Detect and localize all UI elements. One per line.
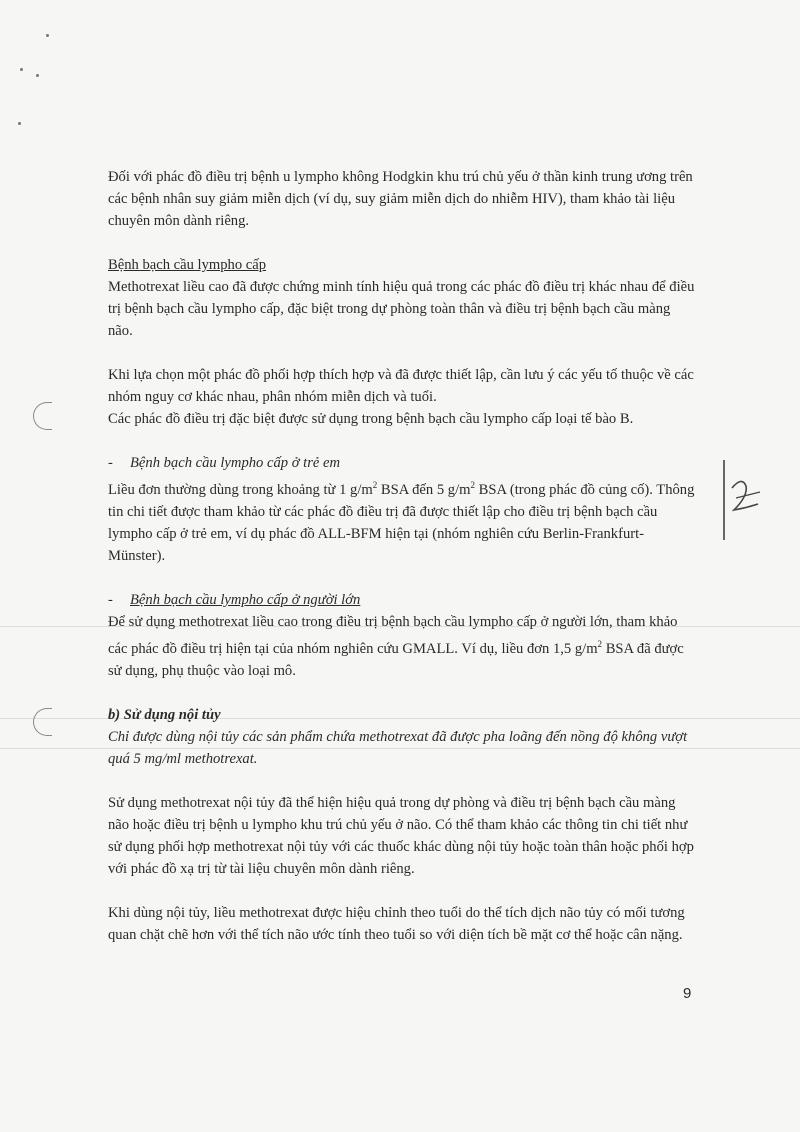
bullet-children-title: Bệnh bạch cầu lympho cấp ở trẻ em — [130, 455, 341, 471]
scan-speck — [46, 34, 49, 37]
bullet-adults-title-row — [108, 589, 696, 611]
paragraph-intrathecal-dose: Khi dùng nội tủy, liều methotrexat được hiệu chỉnh theo tuổi do thể tích dịch não tủy có mối tương quan chặt chẽ hơn với thể tích não ước tính theo tuổi so với diện tích bề mặt cơ thể hoặc cân nặng. — [108, 904, 685, 943]
paragraph-nhl-cns: Đối với phác đồ điều trị bệnh u lympho không Hodgkin khu trú chủ yếu ở thần kinh trung ương trên các bệnh nhân suy giảm miễn dịch (ví dụ, suy giảm miễn dịch do nhiễm HIV), tham khảo tài liệu chuyên môn dành riêng. — [108, 169, 693, 229]
bullet-dash: - — [108, 591, 113, 608]
page-number: 9 — [683, 985, 692, 1002]
superscript-2: 2 — [372, 480, 378, 490]
punch-hole-icon — [33, 402, 52, 430]
scan-speck — [36, 74, 39, 77]
paragraph-children-dose: Liều đơn thường dùng trong khoảng từ 1 $g/m^2$ BSA đến 5 $g/m^2$ BSA (trong phác đồ củng cố). Thông tin chi tiết được tham khảo từ các phác đồ điều trị đã được thiết lập cho điều trị bệnh bạch cầu lympho cấp ở trẻ em, ví dụ phác đồ ALL-BFM hiện tại (nhóm nghiên cứu Berlin-Frankfurt-Münster). — [108, 480, 695, 564]
bullet-dash: - — [108, 455, 113, 471]
document-body — [108, 166, 696, 946]
paragraph-b-cell-regimens: Các phác đồ điều trị đặc biệt được sử dụng trong bệnh bạch cầu lympho cấp loại tế bào B. — [108, 411, 634, 427]
section-b-heading: b) Sử dụng nội tủy — [108, 706, 221, 723]
superscript-2: 2 — [597, 638, 603, 649]
superscript-2: 2 — [470, 480, 475, 490]
handwritten-mark-icon — [712, 452, 772, 547]
section-b-warning: Chỉ được dùng nội tủy các sản phẩm chứa methotrexat đã được pha loãng đến nồng độ không vượt quá 5 mg/ml methotrexat. — [108, 728, 688, 767]
heading-acute-lymphoblastic-leukemia: Bệnh bạch cầu lympho cấp — [108, 257, 267, 273]
scan-speck — [20, 68, 23, 71]
punch-hole-icon — [33, 708, 52, 736]
bullet-children-title-row — [108, 452, 696, 474]
paragraph-intrathecal-use: Sử dụng methotrexat nội tủy đã thể hiện hiệu quả trong dự phòng và điều trị bệnh bạch cầu màng não hoặc điều trị bệnh u lympho khu trú chủ yếu ở não. Có thể tham khảo các thông tin chi tiết như sử dụng phối hợp methotrexat nội tủy với các thuốc khác dùng nội tủy hoặc toàn thân hoặc phối hợp với phác đồ xạ trị từ tài liệu chuyên môn dành riêng. — [108, 794, 694, 877]
scan-speck — [18, 122, 21, 125]
paragraph-choosing-regimen: Khi lựa chọn một phác đồ phối hợp thích hợp và đã được thiết lập, cần lưu ý các yếu tố thuộc về các nhóm nguy cơ khác nhau, phân nhóm miễn dịch và tuổi. — [108, 367, 694, 405]
paragraph-high-dose-methotrexate: Methotrexat liều cao đã được chứng minh tính hiệu quả trong các phác đồ điều trị khác nhau để điều trị bệnh bạch cầu lympho cấp, đặc biệt trong dự phòng toàn thân và điều trị bệnh bạch cầu màng não. — [108, 279, 695, 339]
bullet-adults-title: Bệnh bạch cầu lympho cấp ở người lớn — [130, 591, 361, 608]
paragraph-adults-dose: Để sử dụng methotrexat liều cao trong điều trị bệnh bạch cầu lympho cấp ở người lớn, tham khảo các phác đồ điều trị hiện tại của nhóm nghiên cứu GMALL. Ví dụ, liều đơn 1,5 $g/m^2$ BSA đã được sử dụng, phụ thuộc vào loại mô. — [108, 613, 684, 679]
